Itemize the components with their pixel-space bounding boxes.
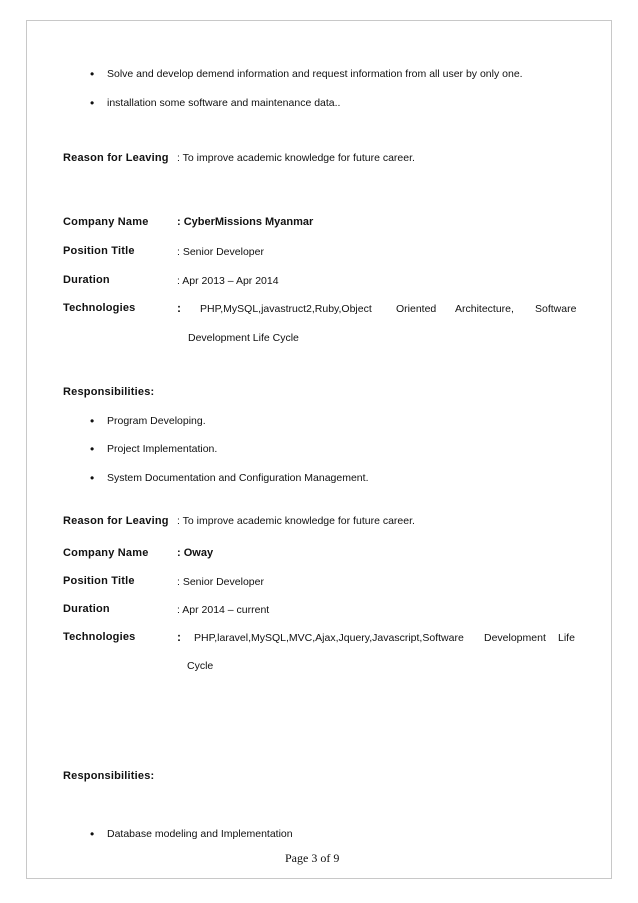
position-title-value: : Senior Developer: [177, 576, 264, 588]
technologies-value: PHP,laravel,MySQL,MVC,Ajax,Jquery,Javascript,Software: [194, 632, 464, 644]
technologies-label: Technologies: [63, 302, 136, 314]
technologies-value-continued: Development Life Cycle: [188, 332, 299, 344]
duration-label: Duration: [63, 274, 110, 286]
company-name-value: : CyberMissions Myanmar: [177, 216, 314, 228]
bullet-icon: •: [90, 67, 95, 81]
technologies-label: Technologies: [63, 631, 136, 643]
duration-label: Duration: [63, 603, 110, 615]
reason-for-leaving-label: Reason for Leaving: [63, 152, 169, 164]
bullet-icon: •: [90, 442, 95, 456]
responsibilities-heading: Responsibilities:: [63, 770, 155, 782]
technologies-colon: :: [177, 301, 181, 315]
bullet-icon: •: [90, 827, 95, 841]
responsibilities-heading: Responsibilities:: [63, 386, 155, 398]
page-number: Page 3 of 9: [285, 851, 340, 865]
duration-value: : Apr 2014 – current: [177, 604, 270, 616]
technologies-value: Architecture,: [455, 303, 514, 315]
company-name-label: Company Name: [63, 216, 149, 228]
reason-for-leaving-label: Reason for Leaving: [63, 515, 169, 527]
technologies-value-continued: Cycle: [187, 660, 214, 672]
technologies-value: Oriented: [396, 303, 437, 315]
duration-value: : Apr 2013 – Apr 2014: [177, 275, 279, 287]
reason-for-leaving-value: : To improve academic knowledge for future career.: [177, 152, 415, 164]
position-title-value: : Senior Developer: [177, 246, 264, 258]
company-name-value: : Oway: [177, 547, 214, 559]
list-item: Database modeling and Implementation: [107, 828, 293, 840]
position-title-label: Position Title: [63, 245, 135, 257]
reason-for-leaving-value: : To improve academic knowledge for future career.: [177, 515, 415, 527]
technologies-colon: :: [177, 630, 181, 644]
company-name-label: Company Name: [63, 547, 149, 559]
technologies-value: Software: [535, 303, 577, 315]
list-item: System Documentation and Configuration Management.: [107, 472, 369, 484]
list-item: Solve and develop demend information and request information from all user by only one.: [107, 68, 523, 80]
bullet-icon: •: [90, 96, 95, 110]
list-item: installation some software and maintenance data..: [107, 97, 341, 109]
technologies-value: Development: [484, 632, 546, 644]
list-item: Program Developing.: [107, 415, 206, 427]
bullet-icon: •: [90, 471, 95, 485]
bullet-icon: •: [90, 414, 95, 428]
list-item: Project Implementation.: [107, 443, 218, 455]
technologies-value: PHP,MySQL,javastruct2,Ruby,Object: [200, 303, 372, 315]
position-title-label: Position Title: [63, 575, 135, 587]
technologies-value: Life: [558, 632, 575, 644]
